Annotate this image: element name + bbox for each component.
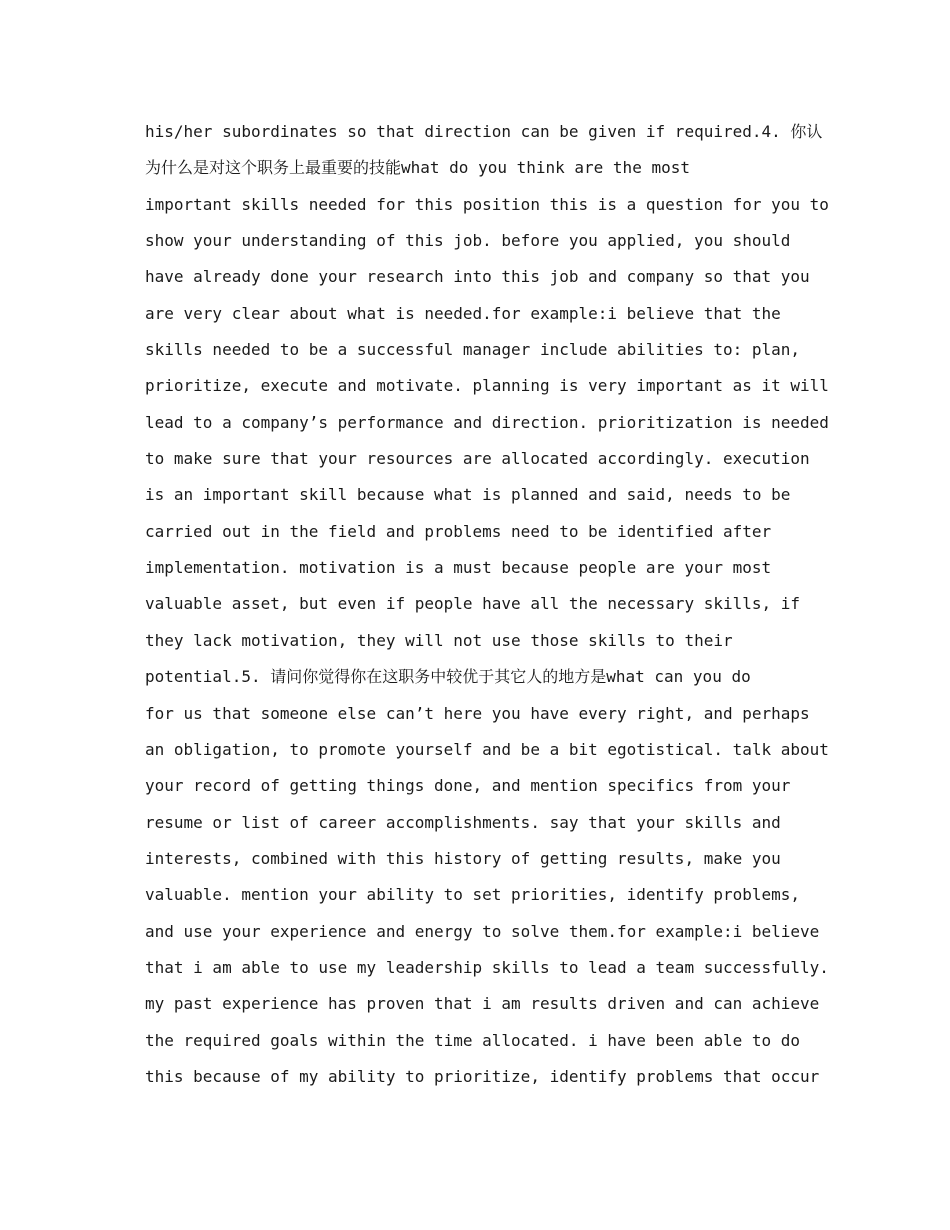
text-line: that i am able to use my leadership skills to lead a team successfully. — [145, 957, 829, 977]
text-line: carried out in the field and problems need to be identified after — [145, 521, 772, 541]
text-line: valuable asset, but even if people have all the necessary skills, if — [145, 594, 801, 614]
text-line: and use your experience and energy to solve them.for example:i believe — [145, 921, 820, 941]
text-line: important skills needed for this position this is a question for you to — [145, 194, 829, 214]
text-line: the required goals within the time allocated. i have been able to do — [145, 1030, 801, 1050]
text-line: implementation. motivation is a must because people are your most — [145, 558, 772, 578]
text-line: this because of my ability to prioritize, identify problems that occur — [145, 1066, 820, 1086]
text-line: have already done your research into this job and company so that you — [145, 267, 810, 287]
text-line: my past experience has proven that i am results driven and can achieve — [145, 994, 820, 1014]
body-text — [145, 114, 829, 1095]
text-line: is an important skill because what is planned and said, needs to be — [145, 485, 791, 505]
text-line: potential.5. 请问你觉得你在这职务中较优于其它人的地方是what can you do — [145, 667, 751, 687]
text-line: prioritize, execute and motivate. planning is very important as it will — [145, 376, 829, 396]
text-line: resume or list of career accomplishments. say that your skills and — [145, 812, 781, 832]
text-line: for us that someone else can’t here you have every right, and perhaps — [145, 703, 810, 723]
text-line: your record of getting things done, and mention specifics from your — [145, 776, 791, 796]
text-line: they lack motivation, they will not use those skills to their — [145, 630, 733, 650]
text-line: skills needed to be a successful manager include abilities to: plan, — [145, 340, 801, 360]
text-line: show your understanding of this job. before you applied, you should — [145, 231, 791, 251]
text-line: his/her subordinates so that direction can be given if required.4. 你认 — [145, 122, 823, 141]
text-line: 为什么是对这个职务上最重要的技能what do you think are the most — [145, 158, 690, 178]
text-line: to make sure that your resources are allocated accordingly. execution — [145, 449, 810, 469]
text-line: are very clear about what is needed.for example:i believe that the — [145, 303, 781, 323]
text-line: lead to a company’s performance and direction. prioritization is needed — [145, 412, 829, 432]
text-line: interests, combined with this history of getting results, make you — [145, 848, 781, 868]
text-line: an obligation, to promote yourself and be a bit egotistical. talk about — [145, 739, 829, 759]
text-line: valuable. mention your ability to set priorities, identify problems, — [145, 885, 801, 905]
